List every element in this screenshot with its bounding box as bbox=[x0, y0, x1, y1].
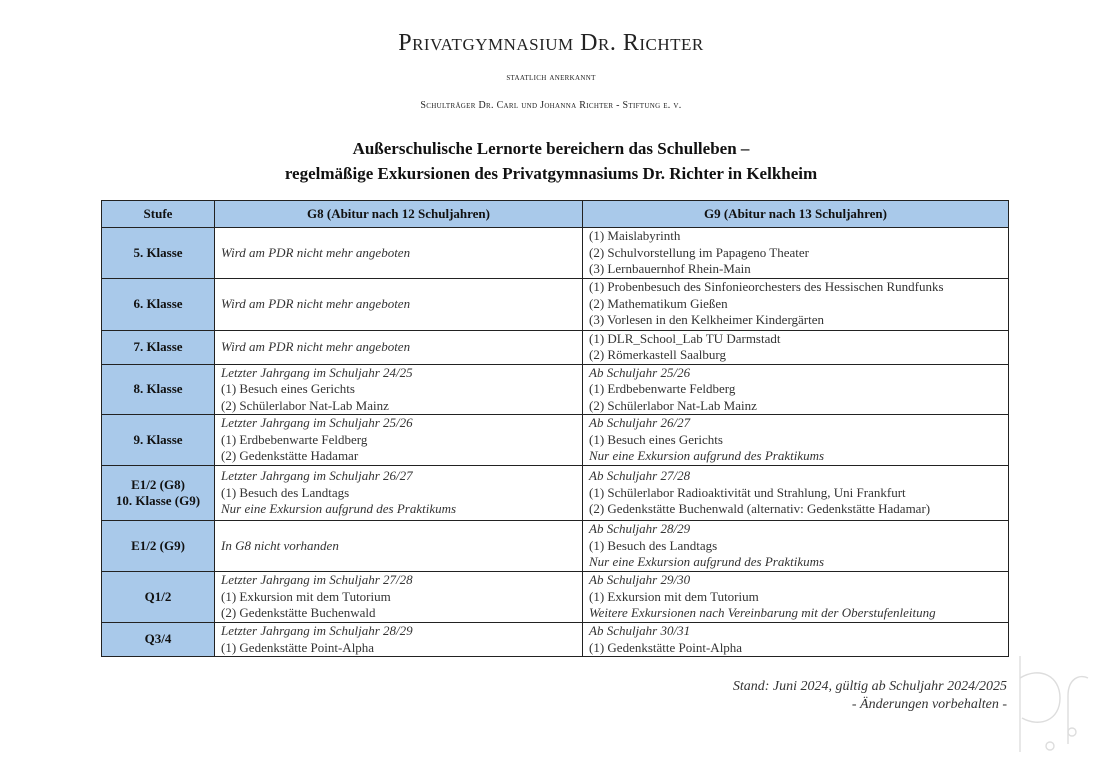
g8-entry: Wird am PDR nicht mehr angeboten bbox=[221, 295, 411, 311]
stufe-cell bbox=[102, 466, 215, 521]
g8-cell bbox=[215, 466, 583, 521]
g8-cell bbox=[215, 278, 583, 330]
trustee-note: Schulträger Dr. Carl und Johanna Richter - Stiftung e. v. bbox=[420, 100, 682, 111]
g9-entry: (1) DLR_School_Lab TU Darmstadt bbox=[589, 330, 781, 346]
g9-entry: (2) Gedenkstätte Buchenwald (alternativ: Gedenkstätte Hadamar) bbox=[589, 501, 931, 517]
g8-entry: (1) Besuch des Landtags bbox=[221, 484, 350, 500]
stufe-cell bbox=[102, 572, 215, 623]
g9-cell bbox=[583, 466, 1009, 521]
title-line-2: regelmäßige Exkursionen des Privatgymnasiums Dr. Richter in Kelkheim bbox=[284, 164, 818, 183]
stufe-label: 5. Klasse bbox=[133, 244, 183, 260]
g9-entry: Weitere Exkursionen nach Vereinbarung mit der Oberstufenleitung bbox=[589, 605, 936, 621]
g8-cell bbox=[215, 623, 583, 657]
g8-entry: Letzter Jahrgang im Schuljahr 25/26 bbox=[221, 415, 413, 431]
g9-entry: (1) Besuch eines Gerichts bbox=[589, 431, 723, 447]
g9-entry: Ab Schuljahr 25/26 bbox=[589, 364, 691, 380]
g9-cell bbox=[583, 572, 1009, 623]
g8-cell bbox=[215, 572, 583, 623]
g8-cell bbox=[215, 521, 583, 572]
stufe-cell bbox=[102, 228, 215, 279]
g9-entry: Ab Schuljahr 28/29 bbox=[589, 521, 691, 537]
g9-cell bbox=[583, 364, 1009, 415]
stufe-cell bbox=[102, 278, 215, 330]
validity-note bbox=[733, 678, 1007, 714]
table-row bbox=[102, 278, 1009, 330]
stufe-cell bbox=[102, 415, 215, 466]
g8-entry: In G8 nicht vorhanden bbox=[221, 537, 339, 553]
g9-cell bbox=[583, 521, 1009, 572]
g9-entry: (1) Erdbebenwarte Feldberg bbox=[589, 381, 736, 396]
g9-entry: (3) Vorlesen in den Kelkheimer Kindergärten bbox=[589, 312, 825, 328]
g8-entry: (2) Gedenkstätte Hadamar bbox=[221, 448, 359, 464]
g9-entry: Ab Schuljahr 30/31 bbox=[589, 623, 691, 638]
stufe-cell bbox=[102, 623, 215, 657]
stufe-label: 9. Klasse bbox=[133, 431, 183, 447]
g8-entry: Nur eine Exkursion aufgrund des Praktikums bbox=[221, 501, 457, 517]
g9-entry: (2) Römerkastell Saalburg bbox=[589, 347, 726, 362]
stufe-label: 7. Klasse bbox=[133, 338, 183, 354]
table-row bbox=[102, 466, 1009, 521]
g9-entry: (1) Gedenkstätte Point-Alpha bbox=[589, 639, 743, 655]
stufe-label: 10. Klasse (G9) bbox=[115, 493, 201, 508]
g8-entry: Letzter Jahrgang im Schuljahr 27/28 bbox=[221, 572, 413, 588]
table-row bbox=[102, 364, 1009, 415]
stufe-label: Q3/4 bbox=[144, 631, 172, 647]
table-header-row bbox=[102, 201, 1009, 228]
g9-entry: Ab Schuljahr 29/30 bbox=[589, 572, 691, 588]
g8-entry: (2) Gedenkstätte Buchenwald bbox=[221, 605, 376, 621]
recognition-note: staatlich anerkannt bbox=[506, 72, 596, 83]
g9-entry: Ab Schuljahr 26/27 bbox=[589, 415, 691, 431]
g8-entry: Wird am PDR nicht mehr angeboten bbox=[221, 338, 411, 354]
g9-entry: Nur eine Exkursion aufgrund des Praktikums bbox=[589, 448, 825, 464]
g8-cell bbox=[215, 228, 583, 279]
g8-cell bbox=[215, 415, 583, 466]
table-row bbox=[102, 521, 1009, 572]
table-row bbox=[102, 572, 1009, 623]
table-row bbox=[102, 623, 1009, 657]
stufe-label: 6. Klasse bbox=[133, 295, 183, 311]
stufe-label: E1/2 (G8) bbox=[131, 476, 185, 492]
document-title bbox=[0, 136, 1102, 186]
stand-line: Stand: Juni 2024, gültig ab Schuljahr 2024/2025 bbox=[732, 679, 1007, 694]
table-row bbox=[102, 415, 1009, 466]
header-stufe: Stufe bbox=[102, 201, 215, 228]
g8-entry: Wird am PDR nicht mehr angeboten bbox=[221, 244, 411, 260]
excursion-table bbox=[101, 200, 1009, 657]
g8-cell bbox=[215, 330, 583, 364]
pdr-logo-icon bbox=[1010, 648, 1090, 758]
g9-entry: (1) Besuch des Landtags bbox=[589, 537, 718, 553]
g8-entry: (1) Exkursion mit dem Tutorium bbox=[221, 588, 391, 604]
g9-cell bbox=[583, 415, 1009, 466]
g8-entry: Letzter Jahrgang im Schuljahr 24/25 bbox=[221, 364, 413, 380]
table-row bbox=[102, 330, 1009, 364]
g8-entry: (1) Gedenkstätte Point-Alpha bbox=[221, 639, 375, 655]
g8-entry: (2) Schülerlabor Nat-Lab Mainz bbox=[221, 397, 389, 413]
g9-cell bbox=[583, 330, 1009, 364]
stufe-cell bbox=[102, 330, 215, 364]
g9-entry: (1) Probenbesuch des Sinfonieorchesters des Hessischen Rundfunks bbox=[589, 279, 944, 295]
g9-cell bbox=[583, 623, 1009, 657]
stufe-cell bbox=[102, 521, 215, 572]
g9-entry: (2) Schulvorstellung im Papageno Theater bbox=[589, 244, 809, 260]
g9-entry: (1) Schülerlabor Radioaktivität und Strahlung, Uni Frankfurt bbox=[589, 484, 906, 500]
g9-cell bbox=[583, 278, 1009, 330]
g9-entry: Ab Schuljahr 27/28 bbox=[589, 468, 691, 484]
stufe-label: 8. Klasse bbox=[133, 381, 183, 396]
g9-entry: (1) Exkursion mit dem Tutorium bbox=[589, 588, 759, 604]
g8-entry: Letzter Jahrgang im Schuljahr 28/29 bbox=[221, 623, 413, 638]
school-name: Privatgymnasium Dr. Richter bbox=[398, 30, 704, 56]
stufe-label: Q1/2 bbox=[144, 588, 172, 604]
g9-entry: Nur eine Exkursion aufgrund des Praktikums bbox=[589, 554, 825, 570]
g9-entry: (3) Lernbauernhof Rhein-Main bbox=[589, 261, 751, 276]
g9-cell bbox=[583, 228, 1009, 279]
g9-entry: (2) Schülerlabor Nat-Lab Mainz bbox=[589, 397, 757, 413]
g8-entry: (1) Besuch eines Gerichts bbox=[221, 381, 355, 396]
table-row bbox=[102, 228, 1009, 279]
header-g9: G9 (Abitur nach 13 Schuljahren) bbox=[583, 201, 1009, 228]
stufe-label: E1/2 (G9) bbox=[131, 537, 185, 553]
header-g8: G8 (Abitur nach 12 Schuljahren) bbox=[215, 201, 583, 228]
title-line-1: Außerschulische Lernorte bereichern das Schulleben – bbox=[352, 139, 750, 158]
stufe-cell bbox=[102, 364, 215, 415]
changes-line: - Änderungen vorbehalten - bbox=[851, 697, 1007, 712]
g8-entry: (1) Erdbebenwarte Feldberg bbox=[221, 431, 368, 447]
g9-entry: (2) Mathematikum Gießen bbox=[589, 295, 728, 311]
g8-cell bbox=[215, 364, 583, 415]
g8-entry: Letzter Jahrgang im Schuljahr 26/27 bbox=[221, 468, 413, 484]
g9-entry: (1) Maislabyrinth bbox=[589, 228, 681, 243]
